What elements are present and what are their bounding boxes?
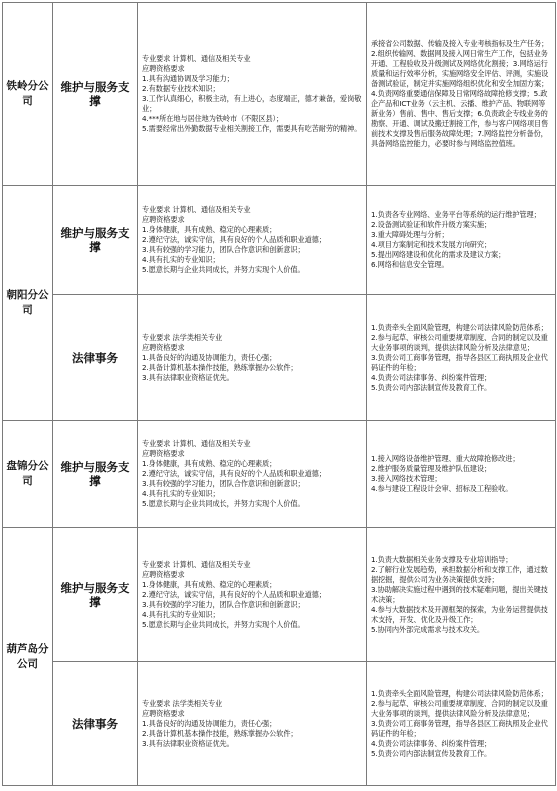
duty-line: 1.负责牵头全面风险管理，构建公司法律风险防范体系； (371, 322, 548, 332)
requirement-line: 5.愿意长期与企业共同成长，并努力实现个人价值。 (142, 619, 305, 629)
requirement-line: 专业要求 法学类相关专业 (142, 332, 223, 342)
position-cell: 法律事务 (53, 662, 138, 786)
requirement-line: 5.愿意长期与企业共同成长，并努力实现个人价值。 (142, 265, 305, 274)
requirements-cell (138, 3, 367, 186)
duty-line: 5.负责公司内部法制宣传及教育工作。 (371, 748, 492, 758)
duty-line: 3.协助解决实施过程中遇到的技术疑难问题，提出关键技术决策； (371, 584, 548, 604)
requirement-line: 1.身体健康，具有成熟、稳定的心理素质； (142, 579, 277, 589)
duty-line: 2.维护服务质量管理及维护队伍建设； (371, 464, 492, 473)
requirement-line: 2.有数据专业技术知识； (142, 84, 220, 93)
requirement-line: 应聘资格要求 (142, 215, 185, 224)
requirement-line: 3.具有较强的学习能力，团队合作意识和创新意识； (142, 479, 305, 488)
duty-line: 4.项目方案制定和技术发展方向研究； (371, 240, 492, 249)
requirement-line: 1.身体健康，具有成熟、稳定的心理素质； (142, 459, 277, 468)
duties-cell (367, 528, 556, 662)
duty-line: 2.设备测试验证和软件升级方案实施； (371, 220, 492, 229)
duty-line: 5.负责公司内部法制宣传及教育工作。 (371, 382, 492, 392)
company-cell-huludao: 葫芦岛分公司 (3, 528, 53, 786)
requirement-line: 应聘资格要求 (142, 64, 185, 73)
requirement-line: 应聘资格要求 (142, 569, 185, 579)
duty-line: 2.了解行业发展趋势，承担数据分析和支撑工作，通过数据挖掘，提供公司为业务决策提供支持； (371, 564, 548, 584)
table-row (3, 421, 556, 528)
company-cell-tieling: 铁岭分公司 (3, 3, 53, 186)
duty-line: 4.负责公司法律事务、纠纷案件管理； (371, 372, 492, 382)
requirement-line: 2.具备计算机基本操作技能，熟练掌握办公软件； (142, 362, 298, 372)
duty-line: 2.参与起草、审核公司重要规章制度、合同的制定以及重大业务事项的谈判，提供法律风险分析及法律意见； (371, 698, 548, 718)
requirement-line: 应聘资格要求 (142, 449, 185, 458)
duty-line: 4.负责公司法律事务、纠纷案件管理； (371, 738, 492, 748)
requirement-line: 专业要求 计算机、通信及相关专业 (142, 54, 251, 63)
duty-line: 3.重大障碍处理与分析； (371, 230, 449, 239)
requirement-line: 4.具有扎实的专业知识； (142, 255, 220, 264)
requirement-line: 1.具备良好的沟通及协调能力，责任心强； (142, 352, 277, 362)
requirement-line: 应聘资格要求 (142, 708, 185, 718)
position-cell: 维护与服务支撑 (53, 3, 138, 186)
duty-line: 6.网络和信息安全管理。 (371, 260, 449, 269)
requirement-line: 5.愿意长期与企业共同成长，并努力实现个人价值。 (142, 499, 305, 508)
requirement-line: 2.具备计算机基本操作技能，熟练掌握办公软件； (142, 728, 298, 738)
requirement-line: 1.具备良好的沟通及协调能力，责任心强； (142, 718, 277, 728)
company-cell-panjin: 盘锦分公司 (3, 421, 53, 528)
requirement-line: 专业要求 计算机、通信及相关专业 (142, 439, 251, 448)
requirements-cell (138, 295, 367, 421)
position-cell: 维护与服务支撑 (53, 421, 138, 528)
requirements-cell (138, 662, 367, 786)
duty-line: 5.协同内外部完成需求与技术攻关。 (371, 624, 484, 634)
duty-line: 1.接入网络设备维护管理、重大故障抢修改进； (371, 454, 520, 463)
requirement-line: 3.具有较强的学习能力，团队合作意识和创新意识； (142, 245, 305, 254)
duty-line: 1.负责大数据相关业务支撑及专业培训指导； (371, 554, 513, 564)
duty-line: 1.负责牵头全面风险管理，构建公司法律风险防范体系； (371, 688, 548, 698)
company-cell-chaoyang: 朝阳分公司 (3, 186, 53, 421)
table-row (3, 295, 556, 421)
requirement-line: 1.具有沟通协调及学习能力； (142, 74, 234, 83)
requirement-line: 2.遵纪守法，诚实守信，具有良好的个人品质和职业道德； (142, 469, 326, 478)
recruitment-table (2, 2, 556, 786)
requirement-line: 4.***所在地与居住地为铁岭市（不限区县）； (142, 114, 284, 123)
requirement-line: 2.遵纪守法，诚实守信，具有良好的个人品质和职业道德； (142, 589, 326, 599)
duty-line: 承接省公司数据、传输及接入专业考核指标及生产任务；2.组织传输网、数据网及接入网日常生产工作，包括业务开通、工程验收及升级测试及网络优化割接；3.网络运行质量和运行效率分析，实施网络安全评估、评测，实施设备测试验证，制定并实施网络组织优化和安全加固方案；4.负责网络重要通信保障及日常网络故障抢修支撑；5.政企产品和ICT业务（云主机、云播、维护产品、物联网等新业务）售前、售中、售后支撑；6.负责政企专线业务的勘察、开通、调试及搬迁割接工作，参与客户网络项目售前技术支撑及售后服务故障处理；7.网络监控分析备份，具备网络监控能力，必要时参与网络监控值班。 (371, 39, 549, 148)
requirement-line: 1.身体健康，具有成熟、稳定的心理素质； (142, 225, 277, 234)
requirement-line: 2.遵纪守法，诚实守信，具有良好的个人品质和职业道德； (142, 235, 326, 244)
duties-cell (367, 662, 556, 786)
position-cell: 法律事务 (53, 295, 138, 421)
duties-cell (367, 421, 556, 528)
duty-line: 3.负责公司工商事务管理，指导各县区工商执照及企业代码证件的年检； (371, 352, 548, 372)
requirement-line: 3.工作认真细心，积极主动，有上进心，态度端正，德才兼备，爱岗敬业； (142, 94, 362, 113)
duty-line: 3.负责公司工商事务管理，指导各县区工商执照及企业代码证件的年检； (371, 718, 548, 738)
duty-line: 1.负责各专业网络、业务平台等系统的运行维护管理； (371, 210, 541, 219)
requirements-cell (138, 421, 367, 528)
table-row (3, 528, 556, 662)
table-row (3, 662, 556, 786)
duties-cell (367, 295, 556, 421)
duties-cell (367, 186, 556, 295)
requirement-line: 专业要求 法学类相关专业 (142, 698, 223, 708)
requirement-line: 专业要求 计算机、通信及相关专业 (142, 559, 251, 569)
requirements-cell (138, 186, 367, 295)
duty-line: 2.参与起草、审核公司重要规章制度、合同的制定以及重大业务事项的谈判，提供法律风险分析及法律意见； (371, 332, 548, 352)
duty-line: 4.参与大数据技术及开源框架的探索，为业务运营提供技术支持，开发、优化及升级工作； (371, 604, 548, 624)
duty-line: 5.提出网络建设和优化的需求及建议方案； (371, 250, 506, 259)
requirement-line: 3.具有法律职业资格证优先。 (142, 372, 234, 382)
requirements-cell (138, 528, 367, 662)
requirement-line: 3.具有法律职业资格证优先。 (142, 738, 234, 748)
duty-line: 4.参与建设工程设计会审、招标及工程验收。 (371, 484, 513, 493)
duty-line: 3.接入网络技术管理； (371, 474, 442, 483)
requirement-line: 3.具有较强的学习能力，团队合作意识和创新意识； (142, 599, 305, 609)
position-cell: 维护与服务支撑 (53, 186, 138, 295)
requirement-line: 4.具有扎实的专业知识； (142, 609, 220, 619)
position-cell: 维护与服务支撑 (53, 528, 138, 662)
duties-cell (367, 3, 556, 186)
requirement-line: 应聘资格要求 (142, 342, 185, 352)
requirement-line: 5.需要经常出外勤数据专业相关割接工作，需要具有吃苦耐劳的精神。 (142, 124, 362, 133)
table-row (3, 3, 556, 186)
requirement-line: 专业要求 计算机、通信及相关专业 (142, 205, 251, 214)
table-row (3, 186, 556, 295)
requirement-line: 4.具有扎实的专业知识； (142, 489, 220, 498)
